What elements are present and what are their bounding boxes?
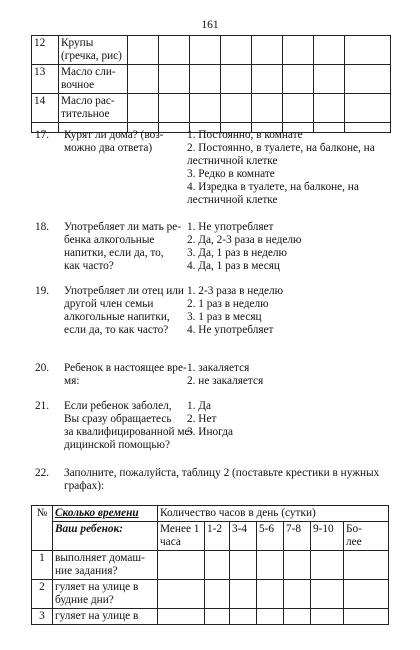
answer-options: 1. Да 2. Нет 3. Иногда [187, 400, 233, 438]
answer-options: 1. 2-3 раза в неделю 2. 1 раз в неделю 3. 1 раз в месяц 4. Не употребляет [187, 285, 284, 336]
food-table [31, 35, 391, 133]
row-number: 14 [32, 94, 59, 123]
row-number: 3 [32, 609, 53, 625]
time-table [31, 505, 389, 625]
activity-text: гуляет на улице в будние дни? [53, 580, 158, 609]
food-name: Масло сли- вочное [59, 65, 128, 94]
question-text: Если ребенок заболел, Вы сразу обращаетесь за квалифицированной ме- дицинской помощью? [64, 400, 194, 451]
table-row [32, 36, 391, 65]
table-row [32, 65, 391, 94]
row-number: 1 [32, 551, 53, 580]
question-text: Употребляет ли отец или другой член семьи алкогольные напитки, если да, то как часто? [64, 285, 184, 336]
answer-options: 1. Не употребляет 2. Да, 2-3 раза в неделю 3. Да, 1 раз в неделю 4. Да, 1 раз в месяц [187, 221, 302, 272]
table-row [32, 609, 389, 625]
question-number: 22. [35, 467, 50, 479]
question-text: Употребляет ли мать ре- бенка алкогольные напитки, если да, то, как часто? [64, 221, 182, 272]
food-name: Крупы (гречка, рис) [59, 36, 128, 65]
table-row [32, 551, 389, 580]
row-number: 2 [32, 580, 53, 609]
column-header-hours: Количество часов в день (сутки) [158, 506, 389, 522]
column-header-hours-option: 5-6 [257, 522, 284, 551]
question-number: 19. [35, 285, 50, 297]
question-number: 18. [35, 221, 50, 233]
question-text: Заполните, пожалуйста, таблицу 2 (поставьте крестики в нужных графах): [64, 467, 380, 492]
table-header-row [32, 506, 389, 522]
column-header-hours-option: 7-8 [284, 522, 311, 551]
answer-options: 1. Постоянно, в комнате 2. Постоянно, в туалете, на балконе, на лестничной клетке 3. Редко в комнате 4. Изредка в туалете, на балконе, на лестничной клетке [187, 129, 375, 206]
table-row [32, 94, 391, 123]
column-header-activity: Сколько времени Ваш ребенок: [53, 506, 158, 551]
column-header-hours-option: 9-10 [311, 522, 344, 551]
column-header-hours-option: 1-2 [205, 522, 230, 551]
question-number: 20. [35, 362, 50, 374]
question-text: Курят ли дома? (воз- можно два ответа) [64, 129, 164, 154]
column-header-hours-option: Бо- лее [344, 522, 389, 551]
activity-text: гуляет на улице в [53, 609, 158, 625]
column-header-hours-option: Менее 1 часа [158, 522, 205, 551]
table-row [32, 580, 389, 609]
food-name: Масло рас- тительное [59, 94, 128, 123]
row-number: 13 [32, 65, 59, 94]
question-number: 21. [35, 400, 50, 412]
activity-text: выполняет домаш- ние задания? [53, 551, 158, 580]
row-number: 12 [32, 36, 59, 65]
column-header-number: № [32, 506, 53, 551]
answer-options: 1. закаляется 2. не закаляется [187, 362, 264, 387]
column-header-hours-option: 3-4 [230, 522, 257, 551]
question-number: 17. [35, 129, 50, 141]
question-text: Ребенок в настоящее вре- мя: [64, 362, 187, 387]
page-number: 161 [201, 19, 219, 31]
